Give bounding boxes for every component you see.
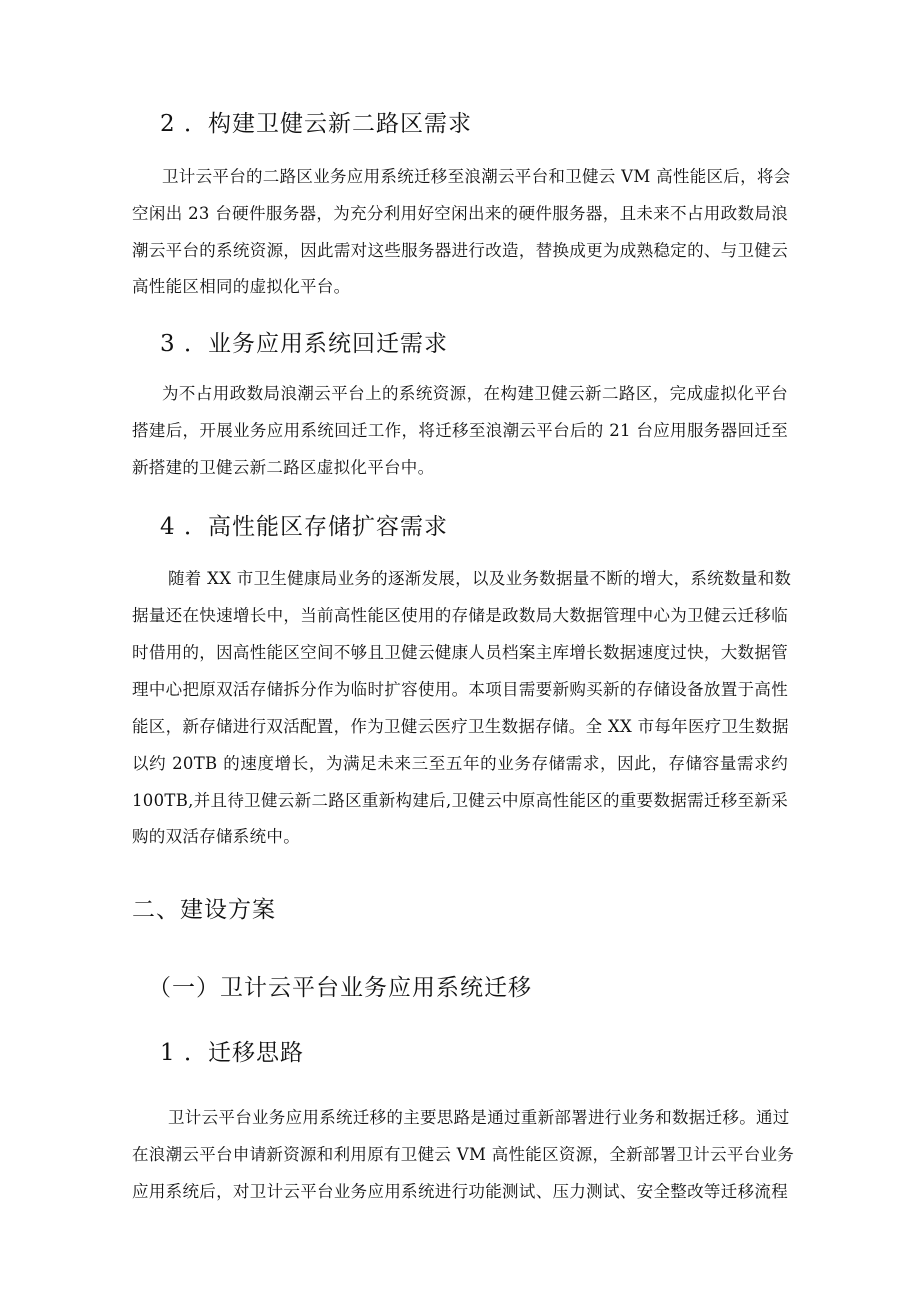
section-heading: 3 ．业务应用系统回迁需求 <box>160 331 448 357</box>
paragraph-line: 在浪潮云平台申请新资源和利用原有卫健云 VM 高性能区资源，全新部署卫计云平台业务 <box>132 1145 795 1164</box>
paragraph-line: 卫计云平台业务应用系统迁移的主要思路是通过重新部署进行业务和数据迁移。通过 <box>168 1108 790 1127</box>
paragraph-line: 为不占用政数局浪潮云平台上的系统资源，在构建卫健云新二路区，完成虚拟化平台 <box>162 384 788 403</box>
subsection-heading: （一）卫计云平台业务应用系统迁移 <box>148 975 532 1001</box>
chapter-heading: 二、建设方案 <box>132 897 276 923</box>
paragraph-line: 购的双活存储系统中。 <box>132 827 300 846</box>
paragraph-line: 新搭建的卫健云新二路区虚拟化平台中。 <box>132 458 435 477</box>
paragraph-line: 以约 20TB 的速度增长，为满足未来三至五年的业务存储需求，因此，存储容量需求约 <box>132 754 788 773</box>
section-heading: 2 ．构建卫健云新二路区需求 <box>160 111 472 137</box>
paragraph-line: 据量还在快速增长中，当前高性能区使用的存储是政数局大数据管理中心为卫健云迁移临 <box>132 606 788 625</box>
paragraph-line: 潮云平台的系统资源，因此需对这些服务器进行改造，替换成更为成熟稳定的、与卫健云 <box>132 241 788 260</box>
paragraph-line: 空闲出 23 台硬件服务器，为充分利用好空闲出来的硬件服务器，且未来不占用政数局浪 <box>132 204 788 223</box>
paragraph-line: 高性能区相同的虚拟化平台。 <box>132 277 351 296</box>
section-heading: 1 ．迁移思路 <box>160 1040 304 1066</box>
paragraph-line: 100TB,并且待卫健云新二路区重新构建后,卫健云中原高性能区的重要数据需迁移至新采 <box>132 791 788 810</box>
paragraph-line: 时借用的，因高性能区空间不够且卫健云健康人员档案主库增长数据速度过快，大数据管 <box>132 643 788 662</box>
section-heading: 4 ．高性能区存储扩容需求 <box>160 514 448 540</box>
paragraph-line: 随着 XX 市卫生健康局业务的逐渐发展，以及业务数据量不断的增大，系统数量和数 <box>168 569 792 588</box>
paragraph-line: 搭建后，开展业务应用系统回迁工作，将迁移至浪潮云平台后的 21 台应用服务器回迁至 <box>132 421 788 440</box>
paragraph-line: 应用系统后，对卫计云平台业务应用系统进行功能测试、压力测试、安全整改等迁移流程 <box>132 1182 788 1201</box>
paragraph-line: 理中心把原双活存储拆分作为临时扩容使用。本项目需要新购买新的存储设备放置于高性 <box>132 680 788 699</box>
paragraph-line: 卫计云平台的二路区业务应用系统迁移至浪潮云平台和卫健云 VM 高性能区后，将会 <box>162 167 791 186</box>
paragraph-line: 能区，新存储进行双活配置，作为卫健云医疗卫生数据存储。全 XX 市每年医疗卫生数据 <box>132 717 789 736</box>
